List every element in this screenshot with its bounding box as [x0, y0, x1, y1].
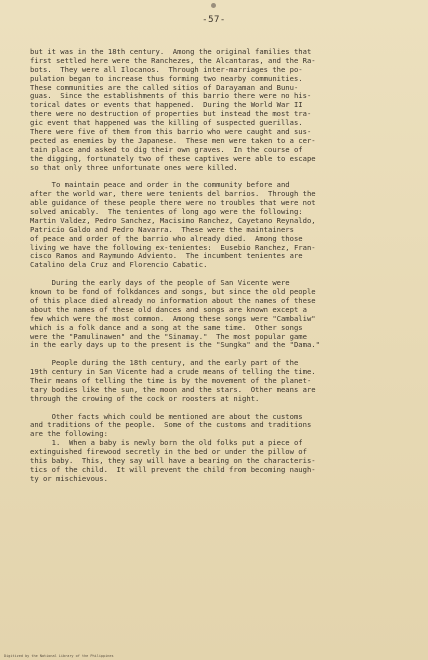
- text-line: Catalino dela Cruz and Florencio Cabatic.: [30, 261, 208, 270]
- text-line: tics of the child. It will prevent the child from becoming naugh-: [30, 465, 316, 474]
- text-line: living we have the following ex-tenientes: Eusebio Ranchez, Fran-: [30, 243, 316, 252]
- paragraph: [30, 413, 412, 484]
- text-line: of peace and order of the barrio who already died. Among those: [30, 234, 303, 243]
- text-line: few which were the most common. Among these songs were "Cambaliw": [30, 314, 316, 323]
- text-line: bots. They were all Ilocanos. Through inter-marriages the po-: [30, 65, 303, 74]
- text-line: which is a folk dance and a song at the same time. Other songs: [30, 323, 303, 332]
- text-line: known to be fond of folkdances and songs, but since the old people: [30, 288, 316, 297]
- text-line: 19th century in San Vicente had a crude means of telling the time.: [30, 368, 316, 377]
- paragraph-gap: [30, 172, 412, 181]
- text-line: There were five of them from this barrio who were caught and sus-: [30, 128, 312, 137]
- text-line: first settled here were the Ranchezes, the Alcantaras, and the Ra-: [30, 56, 316, 65]
- binding-hole-mark: [211, 3, 216, 8]
- page-number: -57-: [202, 15, 226, 25]
- text-line: During the early days of the people of San Vicente were: [30, 279, 290, 288]
- text-line: tain place and asked to dig their own graves. In the course of: [30, 145, 303, 154]
- text-line: Patricio Galdo and Pedro Navarra. These were the maintainers: [30, 225, 294, 234]
- text-line: this baby. This, they say will have a bearing on the characteris-: [30, 456, 316, 465]
- paragraph: [30, 181, 412, 270]
- text-line: in the early days up to the present is the "Sungka" and the "Dama.": [30, 341, 320, 350]
- text-line: able guidance of these people there were no troubles that were not: [30, 199, 316, 208]
- text-line: were the "Pamulinawen" and the "Sinamay." The most popular game: [30, 332, 307, 341]
- text-line: Other facts which could be mentioned are about the customs: [30, 412, 303, 421]
- body-text: [30, 48, 412, 484]
- text-line: through the crowing of the cock or roosters at night.: [30, 394, 260, 403]
- text-line: tary bodies like the sun, the moon and the stars. Other means are: [30, 385, 316, 394]
- footer-note: Digitized by the National Library of the Philippines: [4, 654, 114, 658]
- text-line: solved amicably. The tenientes of long ago were the following:: [30, 208, 303, 217]
- paragraph-gap: [30, 270, 412, 279]
- text-line: Martin Valdez, Pedro Sanchez, Macisimo Ranchez, Cayetano Reynaldo,: [30, 216, 316, 225]
- paragraph-gap: [30, 350, 412, 359]
- paragraph: [30, 279, 412, 350]
- paragraph-gap: [30, 404, 412, 413]
- paragraph: [30, 359, 412, 403]
- text-line: gic event that happened was the killing of suspected guerillas.: [30, 119, 303, 128]
- text-line: ty or mischievous.: [30, 474, 108, 483]
- text-line: so that only three unfortunate ones were killed.: [30, 163, 238, 172]
- text-line: guas. Since the establishments of this barrio there were no his-: [30, 92, 312, 101]
- text-line: torical dates or events that happened. During the World War II: [30, 101, 303, 110]
- text-line: 1. When a baby is newly born the old folks put a piece of: [30, 439, 303, 448]
- text-line: extinguished firewood secretly in the bed or under the pillow of: [30, 448, 307, 457]
- text-line: pected as enemies by the Japanese. These men were taken to a cer-: [30, 136, 316, 145]
- text-line: the digging, fortunately two of these captives were able to escape: [30, 154, 316, 163]
- paragraph: [30, 48, 412, 172]
- text-line: and traditions of the people. Some of the customs and traditions: [30, 421, 312, 430]
- text-line: after the world war, there were tenients del barrios. Through the: [30, 190, 316, 199]
- text-line: People during the 18th century, and the early part of the: [30, 359, 299, 368]
- text-line: are the following:: [30, 430, 108, 439]
- text-line: but it was in the 18th century. Among the original families that: [30, 48, 312, 56]
- text-line: These communities are the called sitios of Darayaman and Bunu-: [30, 83, 299, 92]
- text-line: there were no destruction of properties but instead the most tra-: [30, 110, 312, 119]
- text-line: pulation began to increase thus forming two nearby communities.: [30, 74, 303, 83]
- text-line: of this place died already no information about the names of these: [30, 296, 316, 305]
- text-line: To maintain peace and order in the community before and: [30, 181, 290, 190]
- text-line: cisco Ramos and Raymundo Adviento. The incumbent tenientes are: [30, 252, 303, 261]
- text-line: Their means of telling the time is by the movement of the planet-: [30, 376, 312, 385]
- text-line: about the names of these old dances and songs are known except a: [30, 305, 307, 314]
